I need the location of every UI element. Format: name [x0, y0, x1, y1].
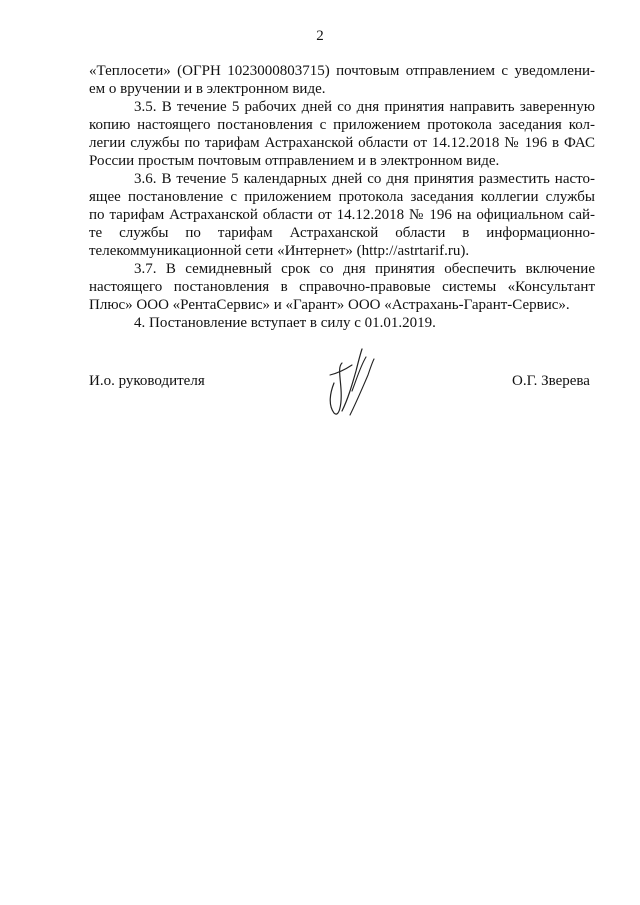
text-line: 3.6. В течение 5 календарных дней со дня принятия разместить насто-: [134, 171, 595, 187]
text-line: 3.7. В семидневный срок со дня принятия обеспечить включение: [134, 261, 595, 277]
text-line: «Теплосети» (ОГРН 1023000803715) почтовым отправлением с уведомлени-: [89, 63, 595, 79]
handwritten-signature: [322, 345, 382, 420]
text-line: 4. Постановление вступает в силу с 01.01.2019.: [134, 315, 436, 331]
text-line: копию настоящего постановления с приложением протокола заседания кол-: [89, 117, 595, 133]
text-line: ем о вручении и в электронном виде.: [89, 81, 326, 97]
text-line: по тарифам Астраханской области от 14.12.2018 № 196 на официальном сай-: [89, 207, 595, 223]
text-line: России простым почтовым отправлением и в электронном виде.: [89, 153, 500, 169]
text-line: настоящего постановления в справочно-правовые системы «Консультант: [89, 279, 595, 295]
page-number: 2: [316, 28, 324, 44]
text-line: ящее постановление с приложением протокола заседания коллегии службы: [89, 189, 595, 205]
text-line: телекоммуникационной сети «Интернет» (http://astrtarif.ru).: [89, 243, 470, 259]
signer-name: О.Г. Зверева: [512, 373, 590, 389]
text-line: легии службы по тарифам Астраханской области от 14.12.2018 № 196 в ФАС: [89, 135, 595, 151]
text-line: те службы по тарифам Астраханской области в информационно-: [89, 225, 595, 241]
text-line: 3.5. В течение 5 рабочих дней со дня принятия направить заверенную: [134, 99, 595, 115]
signer-position: И.о. руководителя: [89, 373, 205, 389]
text-line: Плюс» ООО «РентаСервис» и «Гарант» ООО «Астрахань-Гарант-Сервис».: [89, 297, 570, 313]
